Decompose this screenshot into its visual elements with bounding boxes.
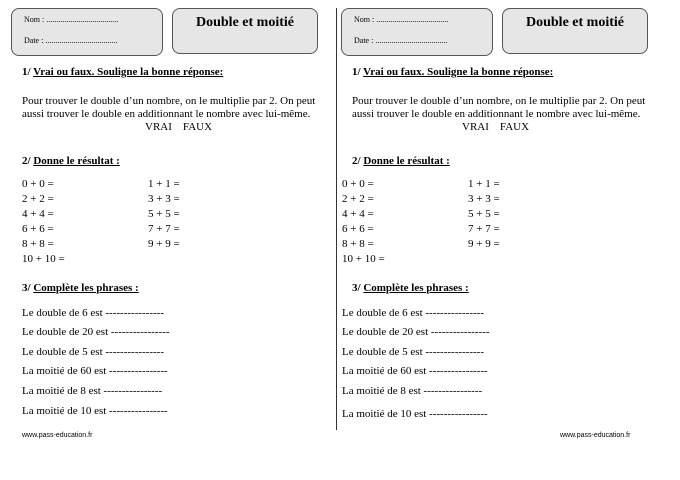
- calc-item: 4 + 4 =: [22, 208, 54, 220]
- phrase-item: La moitié de 8 est ----------------: [342, 385, 483, 397]
- phrase-item: Le double de 20 est ----------------: [22, 326, 170, 338]
- q1-statement-2: aussi trouver le double en additionnant le nombre avec lui-même.: [22, 108, 311, 120]
- q1-statement-1: Pour trouver le double d’un nombre, on le multiplie par 2. On peut: [352, 95, 646, 107]
- title-box: [172, 8, 318, 54]
- name-label: Nom : ....................................: [354, 15, 449, 24]
- calc-item: 3 + 3 =: [148, 193, 180, 205]
- phrase-item: Le double de 6 est ----------------: [22, 307, 165, 319]
- q1-choices: [462, 121, 529, 134]
- calc-item: 7 + 7 =: [468, 223, 500, 235]
- phrase-item: Le double de 5 est ----------------: [22, 346, 165, 358]
- calc-item: 5 + 5 =: [468, 208, 500, 220]
- q1-heading: [352, 66, 553, 78]
- q3-heading-text: Complète les phrases :: [33, 282, 139, 294]
- q3-number: 3/: [352, 282, 361, 294]
- phrase-item: Le double de 5 est ----------------: [342, 346, 485, 358]
- q3-number: 3/: [22, 282, 31, 294]
- phrase-item: La moitié de 8 est ----------------: [22, 385, 163, 397]
- q3-heading-text: Complète les phrases :: [363, 282, 469, 294]
- calc-item: 8 + 8 =: [342, 238, 374, 250]
- footer-url: www.pass-education.fr: [560, 432, 631, 439]
- date-label: Date : ....................................: [24, 36, 118, 45]
- worksheet-right: [330, 0, 665, 440]
- phrase-item: La moitié de 60 est ----------------: [22, 365, 168, 377]
- calc-item: 8 + 8 =: [22, 238, 54, 250]
- q3-heading: [352, 282, 469, 294]
- footer-url: www.pass-education.fr: [22, 432, 93, 439]
- q1-heading-text: Vrai ou faux. Souligne la bonne réponse:: [33, 66, 224, 78]
- name-label: Nom : ....................................: [24, 15, 119, 24]
- calc-item: 0 + 0 =: [342, 178, 374, 190]
- calc-item: 1 + 1 =: [468, 178, 500, 190]
- q1-choices: [145, 121, 212, 134]
- calc-item: 6 + 6 =: [22, 223, 54, 235]
- calc-item: 10 + 10 =: [342, 253, 385, 265]
- q2-heading: [352, 155, 450, 167]
- phrase-item: La moitié de 60 est ----------------: [342, 365, 488, 377]
- q2-heading: [22, 155, 120, 167]
- page-title: Double et moitié: [526, 15, 624, 30]
- q1-statement-2: aussi trouver le double en additionnant le nombre avec lui-même.: [352, 108, 641, 120]
- q2-heading-text: Donne le résultat :: [33, 155, 120, 167]
- q1-heading-text: Vrai ou faux. Souligne la bonne réponse:: [363, 66, 554, 78]
- calc-item: 2 + 2 =: [342, 193, 374, 205]
- calc-item: 3 + 3 =: [468, 193, 500, 205]
- calc-item: 4 + 4 =: [342, 208, 374, 220]
- calc-item: 6 + 6 =: [342, 223, 374, 235]
- phrase-item: La moitié de 10 est ----------------: [342, 408, 488, 420]
- q1-number: 1/: [22, 66, 31, 78]
- phrase-item: Le double de 6 est ----------------: [342, 307, 485, 319]
- q1-heading: [22, 66, 223, 78]
- vrai-choice[interactable]: VRAI: [462, 121, 489, 133]
- faux-choice[interactable]: FAUX: [182, 121, 213, 133]
- phrase-item: La moitié de 10 est ----------------: [22, 405, 168, 417]
- worksheet-left: [0, 0, 335, 440]
- vrai-choice[interactable]: VRAI: [145, 121, 172, 133]
- calc-item: 7 + 7 =: [148, 223, 180, 235]
- calc-item: 0 + 0 =: [22, 178, 54, 190]
- name-date-box: [11, 8, 163, 56]
- calc-item: 1 + 1 =: [148, 178, 180, 190]
- q2-heading-text: Donne le résultat :: [363, 155, 450, 167]
- q2-number: 2/: [22, 155, 31, 167]
- calc-item: 9 + 9 =: [148, 238, 180, 250]
- q3-heading: [22, 282, 139, 294]
- faux-choice[interactable]: FAUX: [499, 121, 530, 133]
- q1-number: 1/: [352, 66, 361, 78]
- phrase-item: Le double de 20 est ----------------: [342, 326, 490, 338]
- page-title: Double et moitié: [196, 15, 294, 30]
- calc-item: 9 + 9 =: [468, 238, 500, 250]
- name-date-box: [341, 8, 493, 56]
- q1-statement-1: Pour trouver le double d’un nombre, on le multiplie par 2. On peut: [22, 95, 316, 107]
- calc-item: 5 + 5 =: [148, 208, 180, 220]
- date-label: Date : ....................................: [354, 36, 448, 45]
- calc-item: 10 + 10 =: [22, 253, 65, 265]
- title-box: [502, 8, 648, 54]
- calc-item: 2 + 2 =: [22, 193, 54, 205]
- q2-number: 2/: [352, 155, 361, 167]
